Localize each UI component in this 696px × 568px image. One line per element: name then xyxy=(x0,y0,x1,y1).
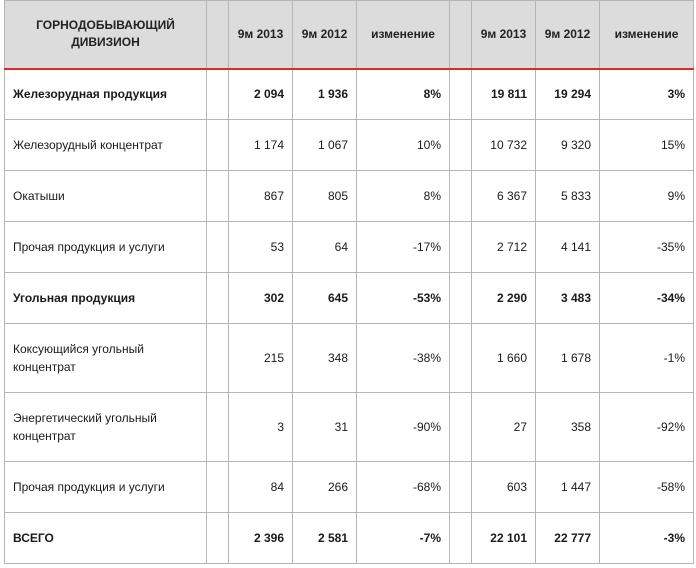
cell-value: 348 xyxy=(293,324,357,393)
cell-value: 2 396 xyxy=(229,513,293,564)
row-label: ВСЕГО xyxy=(5,513,207,564)
header-col-2013-a: 9м 2013 xyxy=(229,1,293,69)
row-spacer xyxy=(450,513,472,564)
header-spacer-1 xyxy=(207,1,229,69)
cell-value: 8% xyxy=(357,69,450,120)
cell-value: 2 094 xyxy=(229,69,293,120)
cell-value: -17% xyxy=(357,222,450,273)
cell-value: -53% xyxy=(357,273,450,324)
header-col-2012-a: 9м 2012 xyxy=(293,1,357,69)
cell-value: 2 712 xyxy=(472,222,536,273)
cell-value: 4 141 xyxy=(536,222,600,273)
row-spacer xyxy=(207,273,229,324)
cell-value: 3 483 xyxy=(536,273,600,324)
header-col-change-b: изменение xyxy=(600,1,694,69)
cell-value: 1 660 xyxy=(472,324,536,393)
cell-value: 22 777 xyxy=(536,513,600,564)
cell-value: 1 174 xyxy=(229,120,293,171)
row-label: Прочая продукция и услуги xyxy=(5,462,207,513)
cell-value: 1 447 xyxy=(536,462,600,513)
row-label: Коксующийся угольный концентрат xyxy=(5,324,207,393)
row-spacer xyxy=(207,120,229,171)
cell-value: 15% xyxy=(600,120,694,171)
cell-value: 603 xyxy=(472,462,536,513)
cell-value: 31 xyxy=(293,393,357,462)
row-spacer xyxy=(450,462,472,513)
cell-value: -3% xyxy=(600,513,694,564)
table-header-row xyxy=(5,1,694,69)
cell-value: 3 xyxy=(229,393,293,462)
row-label: Железорудный концентрат xyxy=(5,120,207,171)
header-col-change-a: изменение xyxy=(357,1,450,69)
table-row xyxy=(5,393,694,462)
cell-value: 6 367 xyxy=(472,171,536,222)
cell-value: -34% xyxy=(600,273,694,324)
cell-value: 1 067 xyxy=(293,120,357,171)
cell-value: 5 833 xyxy=(536,171,600,222)
row-spacer xyxy=(207,69,229,120)
cell-value: -68% xyxy=(357,462,450,513)
cell-value: 53 xyxy=(229,222,293,273)
cell-value: -1% xyxy=(600,324,694,393)
header-division: ГОРНОДОБЫВАЮЩИЙ ДИВИЗИОН xyxy=(5,1,207,69)
row-spacer xyxy=(207,171,229,222)
header-spacer-2 xyxy=(450,1,472,69)
row-spacer xyxy=(207,462,229,513)
cell-value: -38% xyxy=(357,324,450,393)
cell-value: 27 xyxy=(472,393,536,462)
row-spacer xyxy=(450,69,472,120)
cell-value: 84 xyxy=(229,462,293,513)
cell-value: 1 936 xyxy=(293,69,357,120)
cell-value: 8% xyxy=(357,171,450,222)
row-spacer xyxy=(207,513,229,564)
row-label: Энергетический угольный концентрат xyxy=(5,393,207,462)
cell-value: 19 294 xyxy=(536,69,600,120)
cell-value: 805 xyxy=(293,171,357,222)
cell-value: 302 xyxy=(229,273,293,324)
mining-division-table xyxy=(4,0,694,564)
table-row xyxy=(5,69,694,120)
cell-value: 215 xyxy=(229,324,293,393)
cell-value: 10 732 xyxy=(472,120,536,171)
cell-value: 358 xyxy=(536,393,600,462)
cell-value: 10% xyxy=(357,120,450,171)
cell-value: 19 811 xyxy=(472,69,536,120)
cell-value: 2 581 xyxy=(293,513,357,564)
cell-value: 2 290 xyxy=(472,273,536,324)
cell-value: 266 xyxy=(293,462,357,513)
row-label: Угольная продукция xyxy=(5,273,207,324)
row-label: Железорудная продукция xyxy=(5,69,207,120)
table-row-total xyxy=(5,513,694,564)
cell-value: -58% xyxy=(600,462,694,513)
row-spacer xyxy=(450,273,472,324)
table-row xyxy=(5,120,694,171)
cell-value: 645 xyxy=(293,273,357,324)
cell-value: 22 101 xyxy=(472,513,536,564)
cell-value: 9 320 xyxy=(536,120,600,171)
row-label: Окатыши xyxy=(5,171,207,222)
header-col-2013-b: 9м 2013 xyxy=(472,1,536,69)
row-spacer xyxy=(207,222,229,273)
cell-value: -92% xyxy=(600,393,694,462)
cell-value: 9% xyxy=(600,171,694,222)
row-spacer xyxy=(207,393,229,462)
table-row xyxy=(5,462,694,513)
cell-value: -90% xyxy=(357,393,450,462)
row-spacer xyxy=(207,324,229,393)
row-spacer xyxy=(450,120,472,171)
header-col-2012-b: 9м 2012 xyxy=(536,1,600,69)
table-row xyxy=(5,324,694,393)
cell-value: -35% xyxy=(600,222,694,273)
cell-value: 3% xyxy=(600,69,694,120)
table-row xyxy=(5,222,694,273)
row-spacer xyxy=(450,393,472,462)
row-spacer xyxy=(450,171,472,222)
cell-value: 1 678 xyxy=(536,324,600,393)
table-row xyxy=(5,273,694,324)
row-spacer xyxy=(450,222,472,273)
row-label: Прочая продукция и услуги xyxy=(5,222,207,273)
cell-value: 867 xyxy=(229,171,293,222)
row-spacer xyxy=(450,324,472,393)
table-row xyxy=(5,171,694,222)
cell-value: 64 xyxy=(293,222,357,273)
cell-value: -7% xyxy=(357,513,450,564)
